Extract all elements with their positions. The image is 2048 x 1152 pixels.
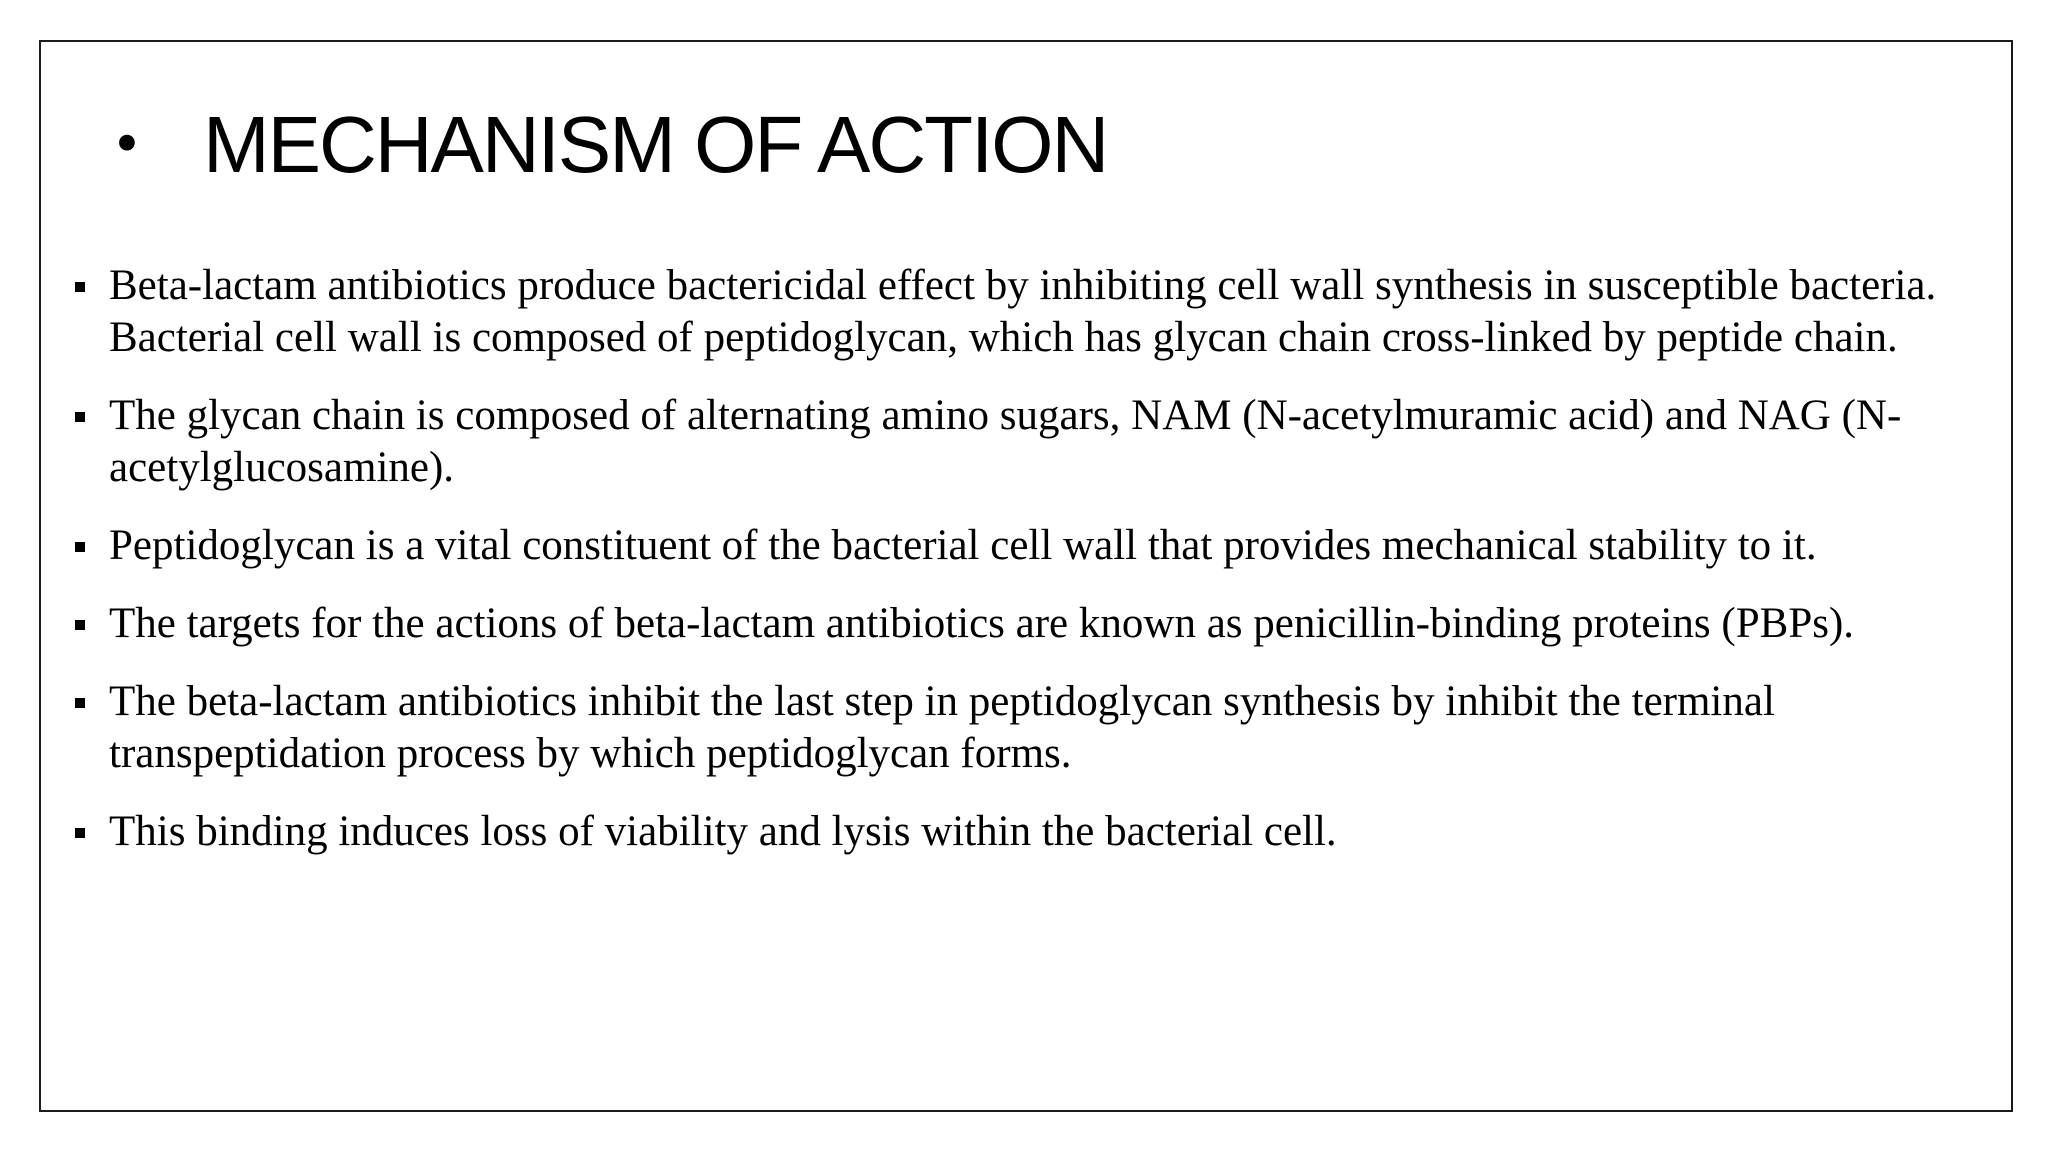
slide-frame bbox=[39, 40, 2013, 1112]
bullet-text: Beta-lactam antibiotics produce bactericidal effect by inhibiting cell wall synthesis in susceptible bacteria. Bacterial cell wall is composed of peptidoglycan, which has glycan chain cross-linked by peptide chain. bbox=[109, 262, 1937, 361]
bullet-list bbox=[75, 260, 2005, 884]
title-row bbox=[111, 90, 1107, 200]
bullet-text: The glycan chain is composed of alternating amino sugars, NAM (N-acetylmuramic acid) and NAG (N-acetylglucosamine). bbox=[109, 392, 1902, 491]
square-bullet-icon bbox=[75, 620, 85, 630]
bullet-item bbox=[75, 676, 2005, 780]
bullet-item bbox=[75, 598, 2005, 650]
bullet-item bbox=[75, 520, 2005, 572]
square-bullet-icon bbox=[75, 828, 85, 838]
square-bullet-icon bbox=[75, 542, 85, 552]
bullet-text: This binding induces loss of viability and lysis within the bacterial cell. bbox=[109, 808, 1337, 855]
bullet-text: The targets for the actions of beta-lactam antibiotics are known as penicillin-binding proteins (PBPs). bbox=[109, 600, 1855, 647]
square-bullet-icon bbox=[75, 412, 85, 422]
bullet-item bbox=[75, 806, 2005, 858]
square-bullet-icon bbox=[75, 282, 85, 292]
slide-title: MECHANISM OF ACTION bbox=[203, 100, 1108, 189]
bullet-item bbox=[75, 260, 2005, 364]
title-bullet: • bbox=[111, 113, 143, 176]
bullet-text: The beta-lactam antibiotics inhibit the last step in peptidoglycan synthesis by inhibit the terminal transpeptidation process by which peptidoglycan forms. bbox=[109, 678, 1775, 777]
bullet-text: Peptidoglycan is a vital constituent of the bacterial cell wall that provides mechanical stability to it. bbox=[109, 522, 1817, 569]
bullet-item bbox=[75, 390, 2005, 494]
square-bullet-icon bbox=[75, 698, 85, 708]
